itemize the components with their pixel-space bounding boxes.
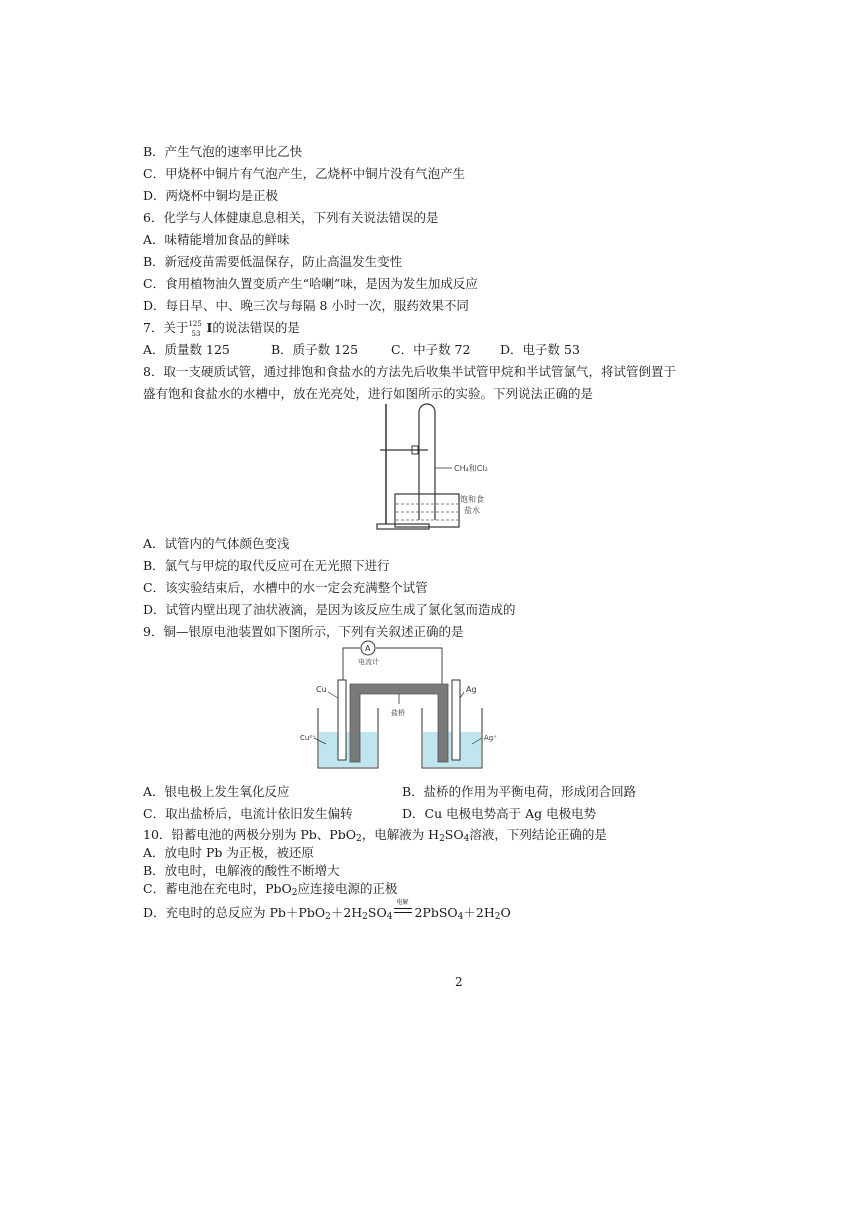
water-label-2: 盐水 [464, 506, 480, 515]
question-9: 9．铜—银原电池装置如下图所示，下列有关叙述正确的是 [143, 624, 464, 639]
q6-option-b: B．新冠疫苗需要低温保存，防止高温发生变性 [143, 254, 403, 269]
question-6: 6．化学与人体健康息息相关，下列有关说法错误的是 [143, 210, 439, 225]
q7-option-a: A．质量数 125 [143, 342, 230, 357]
q7-option-b: B．质子数 125 [271, 342, 359, 357]
q8-option-d: D．试管内壁出现了油状液滴，是因为该反应生成了氯化氢而造成的 [143, 602, 516, 617]
q10-option-a: A．放电时 Pb 为正极，被还原 [143, 845, 314, 860]
line-q5-b: B．产生气泡的速率甲比乙快 [143, 144, 303, 159]
question-10: 10．铅蓄电池的两极分别为 Pb、PbO$_2$，电解液为 $H_2SO_4$溶液，下列结论正确的是 [143, 827, 607, 844]
ag-label: Ag [466, 685, 477, 694]
q7-option-d: D．电子数 53 [500, 342, 580, 357]
q9-option-a: A．银电极上发生氧化反应 [143, 784, 290, 799]
solution-left [319, 732, 377, 767]
q6-option-c: C．食用植物油久置变质产生“哈喇”味，是因为发生加成反应 [143, 276, 478, 291]
line-q5-d: D．两烧杯中铜均是正极 [143, 188, 279, 203]
q10-option-d: D．充电时的总反应为 $Pb+PbO_2+2H_2SO_4$ 电解 $2PbSO_4+2H_2O$ [143, 899, 511, 922]
q6-option-d: D．每日早、中、晚三次与每隔 8 小时一次，服药效果不同 [143, 298, 469, 313]
ag-electrode [452, 680, 460, 760]
ammeter-label: 电流计 [358, 658, 379, 666]
figure-methane-chlorine [372, 402, 507, 532]
water-label-1: 饱和食 [460, 495, 484, 504]
q10-option-c: C．蓄电池在充电时，PbO$_2$应连接电源的正极 [143, 881, 398, 898]
bridge-label: 盐桥 [391, 709, 405, 717]
q9-option-d: D．Cu 电极电势高于 Ag 电极电势 [402, 806, 597, 821]
q8-option-b: B．氯气与甲烷的取代反应可在无光照下进行 [143, 558, 390, 573]
equilibrium-sign: 电解 [392, 904, 414, 918]
line-q5-c: C．甲烧杯中铜片有气泡产生，乙烧杯中铜片没有气泡产生 [143, 166, 466, 181]
ag-ion-label: Ag⁺ [484, 734, 497, 742]
q6-option-a: A．味精能增加食品的鲜味 [143, 232, 290, 247]
cu-electrode [338, 680, 346, 760]
page-number: 2 [455, 975, 463, 989]
q7-option-c: C．中子数 72 [391, 342, 471, 357]
cu-ion-label: Cu²⁺ [300, 734, 316, 742]
q9-option-b: B．盐桥的作用为平衡电荷，形成闭合回路 [402, 784, 637, 799]
q8-option-c: C．该实验结束后，水槽中的水一定会充满整个试管 [143, 580, 428, 595]
question-8-line2: 盛有饱和食盐水的水槽中，放在光亮处，进行如图所示的实验。下列说法正确的是 [143, 386, 594, 401]
q10-option-b: B．放电时，电解液的酸性不断增大 [143, 863, 340, 878]
q8-option-a: A．试管内的气体颜色变浅 [143, 536, 290, 551]
figure-copper-silver-cell [300, 640, 500, 775]
q9-option-c: C．取出盐桥后，电流计依旧发生偏转 [143, 806, 353, 821]
cu-label: Cu [316, 685, 327, 694]
ammeter-symbol: A [365, 644, 371, 653]
question-7: 7．关于 125 53 I的说法错误的是 [143, 320, 300, 338]
question-8-line1: 8．取一支硬质试管，通过排饱和食盐水的方法先后收集半试管甲烷和半试管氯气，将试管倒置于 [143, 364, 676, 379]
gas-label: CH₄和Cl₂ [454, 464, 488, 473]
